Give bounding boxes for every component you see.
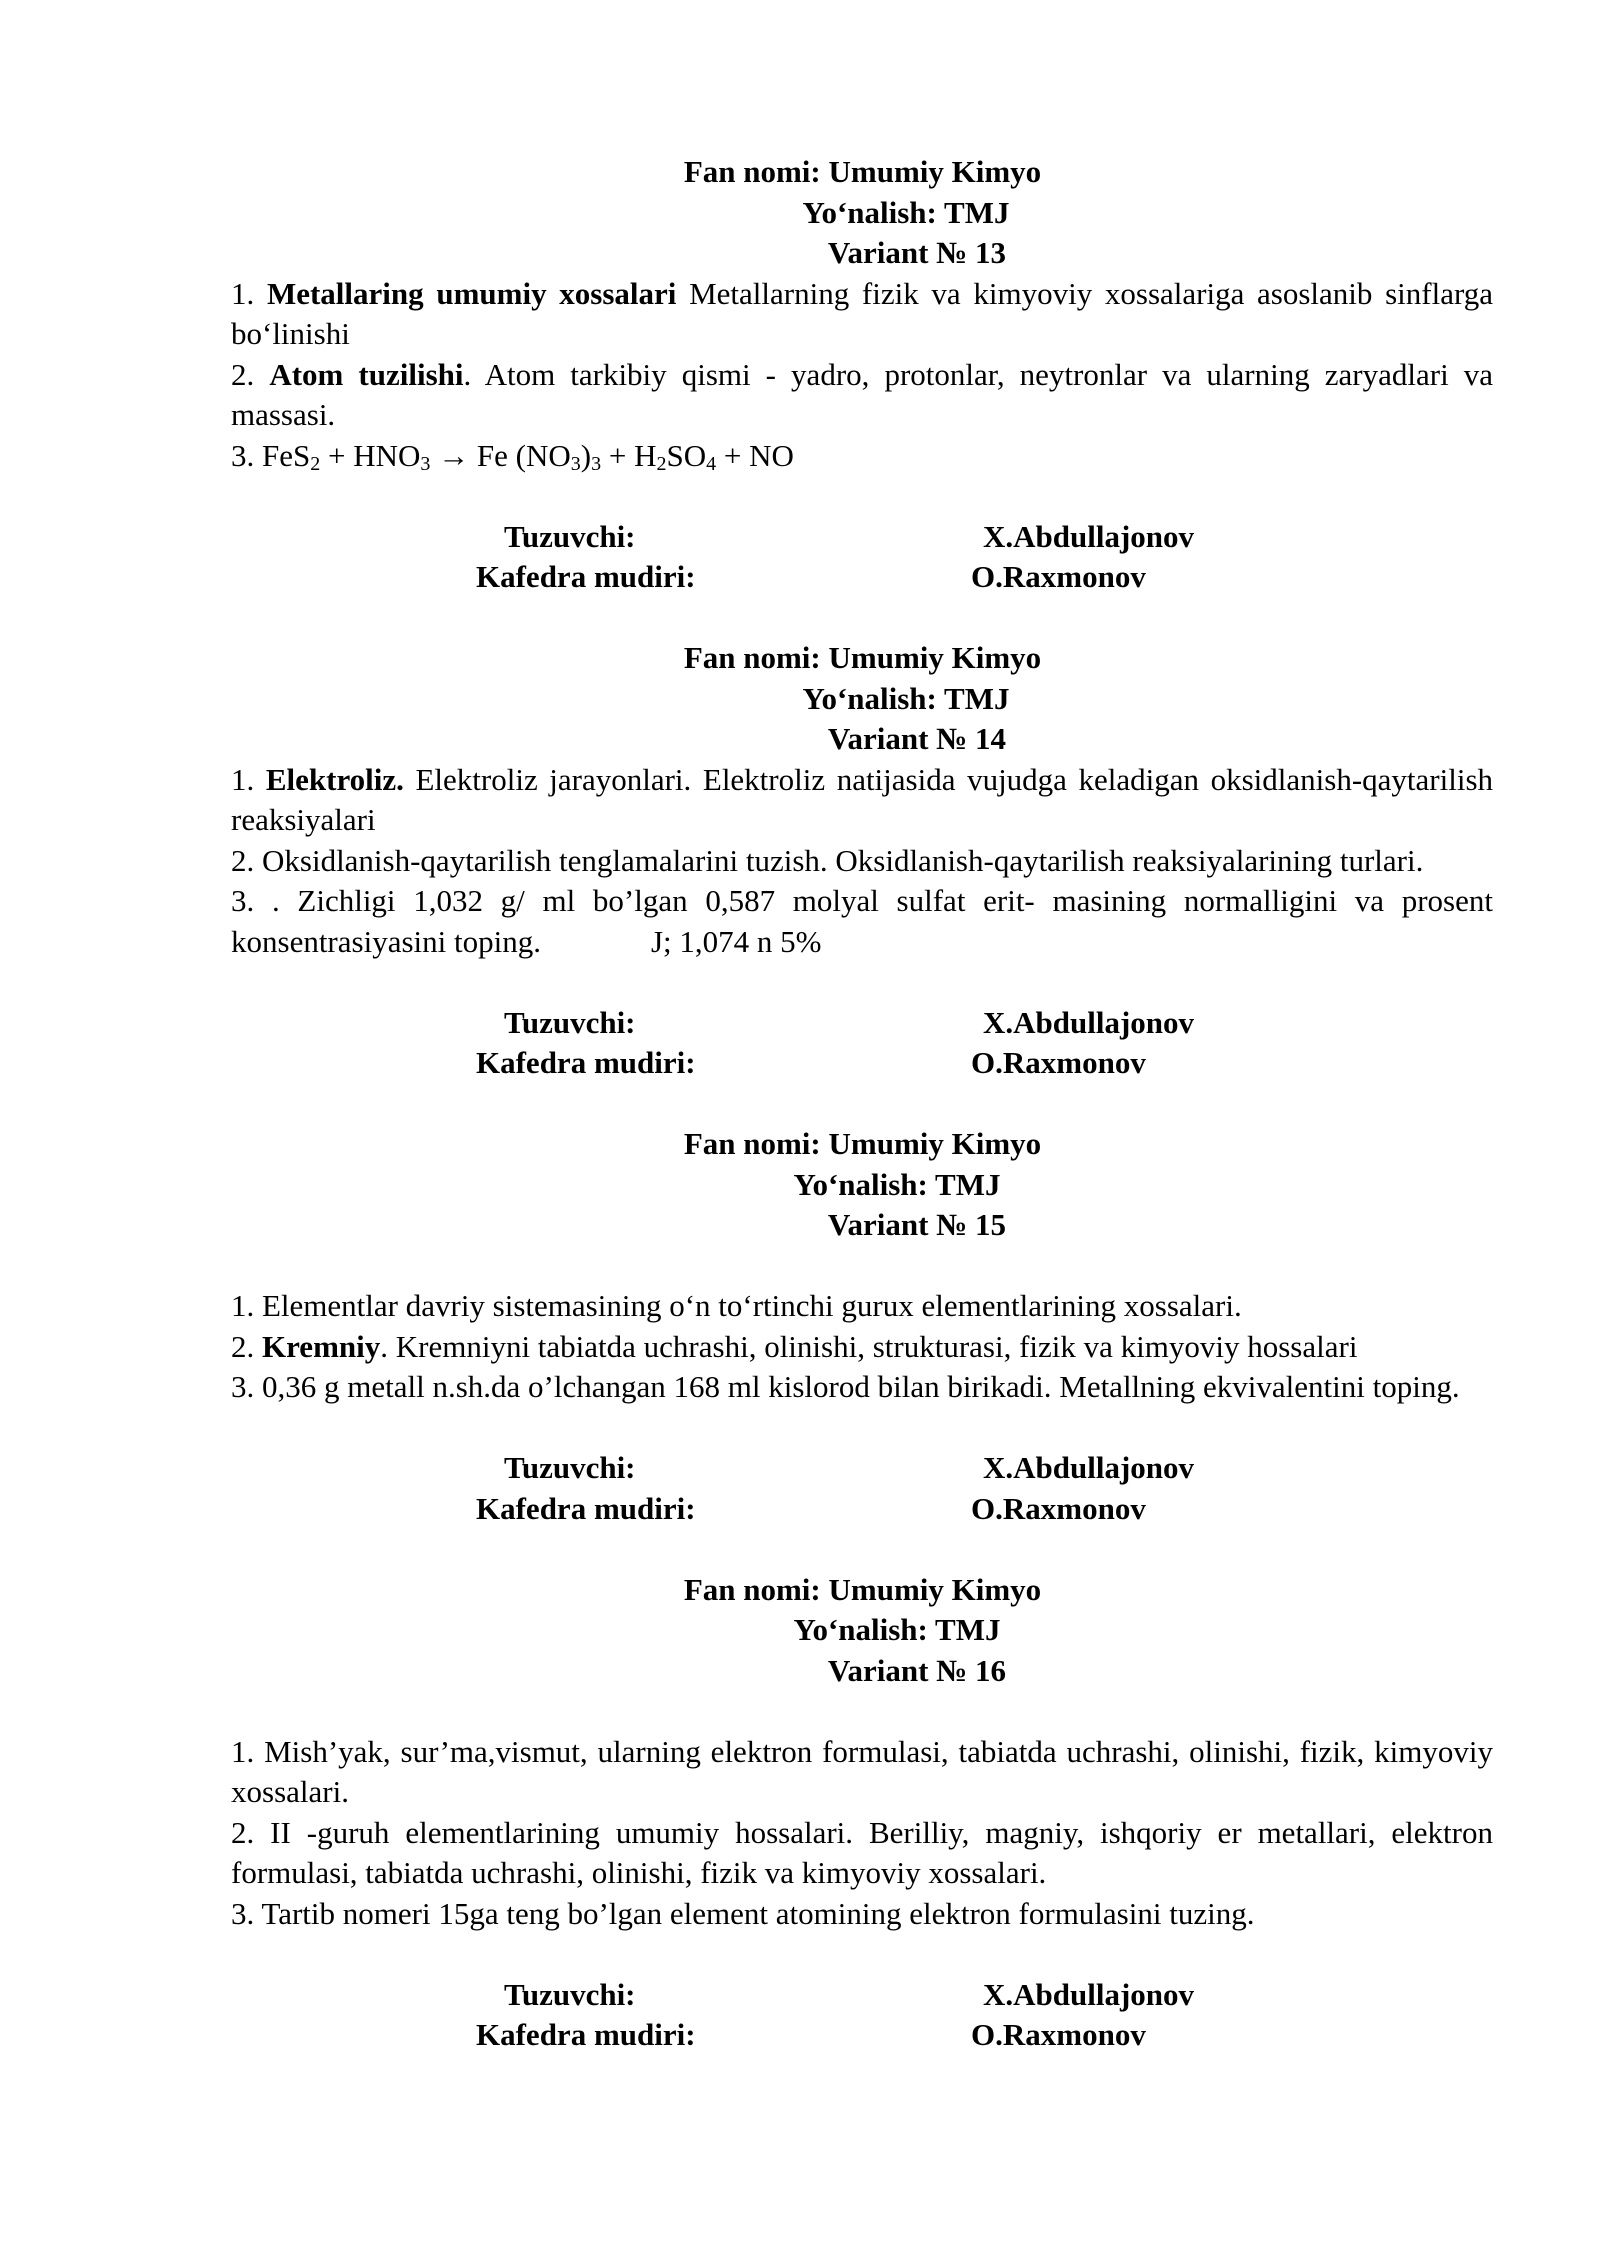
signature-head: [231, 1489, 1493, 1530]
direction-title: Yo‘nalish: TMJ: [793, 1612, 1001, 1647]
author-name: X.Abdullajonov: [983, 1004, 1195, 1040]
question-2: 2. Oksidlanish-qaytarilish tenglamalarini tuzish. Oksidlanish-qaytarilish reaksiyalarining turlari.: [231, 842, 1424, 878]
author-name: X.Abdullajonov: [983, 1450, 1195, 1485]
signature-author: [231, 1003, 1493, 1044]
author-label: Tuzuvchi:: [504, 1976, 636, 2012]
question-2: 2. Atom tuzilishi. Atom tarkibiy qismi - yadro, protonlar, neytronlar va ularning zaryadlari va massasi.: [231, 356, 1493, 432]
variant-title: Variant № 13: [827, 235, 1007, 270]
signature-author: [231, 1975, 1493, 2016]
variant-title: Variant № 14: [827, 721, 1007, 756]
head-label: Kafedra mudiri:: [476, 1045, 696, 1080]
head-name: O.Raxmonov: [971, 559, 1146, 594]
variant-block-13: [231, 152, 1493, 638]
author-name: X.Abdullajonov: [983, 1976, 1195, 2012]
question-3: 3. Tartib nomeri 15ga teng bo’lgan element atomining elektron formulasini tuzing.: [231, 1895, 1255, 1931]
question-1: 1. Mish’yak, sur’ma,vismut, ularning elektron formulasi, tabiatda uchrashi, olinishi, fizik, kimyoviy xossalari.: [231, 1733, 1493, 1809]
signature-head: [231, 2015, 1493, 2056]
author-label: Tuzuvchi:: [504, 1004, 636, 1040]
question-topic: Atom tuzilishi: [269, 356, 464, 392]
question-1: 1. Elektroliz. Elektroliz jarayonlari. Elektroliz natijasida vujudga keladigan oksidlanish-qaytarilish reaksiyalari: [231, 761, 1494, 837]
subject-title: Fan nomi: Umumiy Kimyo: [683, 1571, 1042, 1607]
subject-title: Fan nomi: Umumiy Kimyo: [683, 1126, 1042, 1161]
question-3-equation: 3. $FeS_2 + HNO_3 \to Fe$ $(NO_3)_3 + H_2SO_4$ + NO: [231, 437, 794, 475]
question-topic: Elektroliz.: [265, 761, 404, 797]
head-name: O.Raxmonov: [971, 2017, 1146, 2052]
question-3: 3. . Zichligi 1,032 g/ ml bo’lgan 0,587 molyal sulfat erit- masining normalligini va prosent konsentrasiyasini toping. J; 1,074 n 5%: [231, 883, 1493, 959]
direction-title: Yo‘nalish: TMJ: [802, 194, 1010, 230]
question-2: 2. II -guruh elementlarining umumiy hossalari. Berilliy, magniy, ishqoriy er metallari, elektron formulasi, tabiatda uchrashi, olinishi, fizik va kimyoviy xossalari.: [231, 1814, 1493, 1890]
head-label: Kafedra mudiri:: [476, 559, 696, 594]
signature-author: [231, 1448, 1493, 1489]
signature-author: [231, 517, 1493, 558]
head-name: O.Raxmonov: [971, 1045, 1146, 1080]
question-1: 1. Elementlar davriy sistemasining o‘n to‘rtinchi gurux elementlarining xossalari.: [231, 1288, 1242, 1323]
document-page: [231, 152, 1493, 2056]
subject-title: Fan nomi: Umumiy Kimyo: [683, 154, 1042, 189]
variant-block-15: [231, 1124, 1493, 1570]
head-name: O.Raxmonov: [971, 1490, 1146, 1526]
variant-title: Variant № 16: [827, 1652, 1007, 1688]
question-topic: Metallaring umumiy xossalari: [266, 275, 677, 311]
variant-block-16: [231, 1570, 1493, 2056]
head-label: Kafedra mudiri:: [476, 1490, 696, 1526]
subject-title: Fan nomi: Umumiy Kimyo: [683, 640, 1042, 675]
direction-title: Yo‘nalish: TMJ: [802, 680, 1010, 716]
signature-head: [231, 557, 1493, 598]
author-label: Tuzuvchi:: [504, 1450, 636, 1485]
direction-title: Yo‘nalish: TMJ: [793, 1166, 1001, 1202]
variant-title: Variant № 15: [827, 1207, 1007, 1242]
answer-hint: J; 1,074 n 5%: [650, 923, 822, 959]
variant-block-14: [231, 638, 1493, 1124]
question-3: 3. 0,36 g metall n.sh.da o’lchangan 168 ml kislorod bilan birikadi. Metallning ekvivalentini toping.: [231, 1369, 1460, 1404]
question-topic: Kremniy: [262, 1328, 381, 1364]
signature-head: [231, 1043, 1493, 1084]
author-label: Tuzuvchi:: [504, 518, 636, 554]
question-2: 2. Kremniy. Kremniyni tabiatda uchrashi, olinishi, strukturasi, fizik va kimyoviy hossalari: [231, 1328, 1358, 1364]
author-name: X.Abdullajonov: [983, 518, 1195, 554]
head-label: Kafedra mudiri:: [476, 2017, 696, 2052]
question-1: 1. Metallaring umumiy xossalari Metallarning fizik va kimyoviy xossalariga asoslanib sinflarga bo‘linishi: [231, 275, 1494, 351]
